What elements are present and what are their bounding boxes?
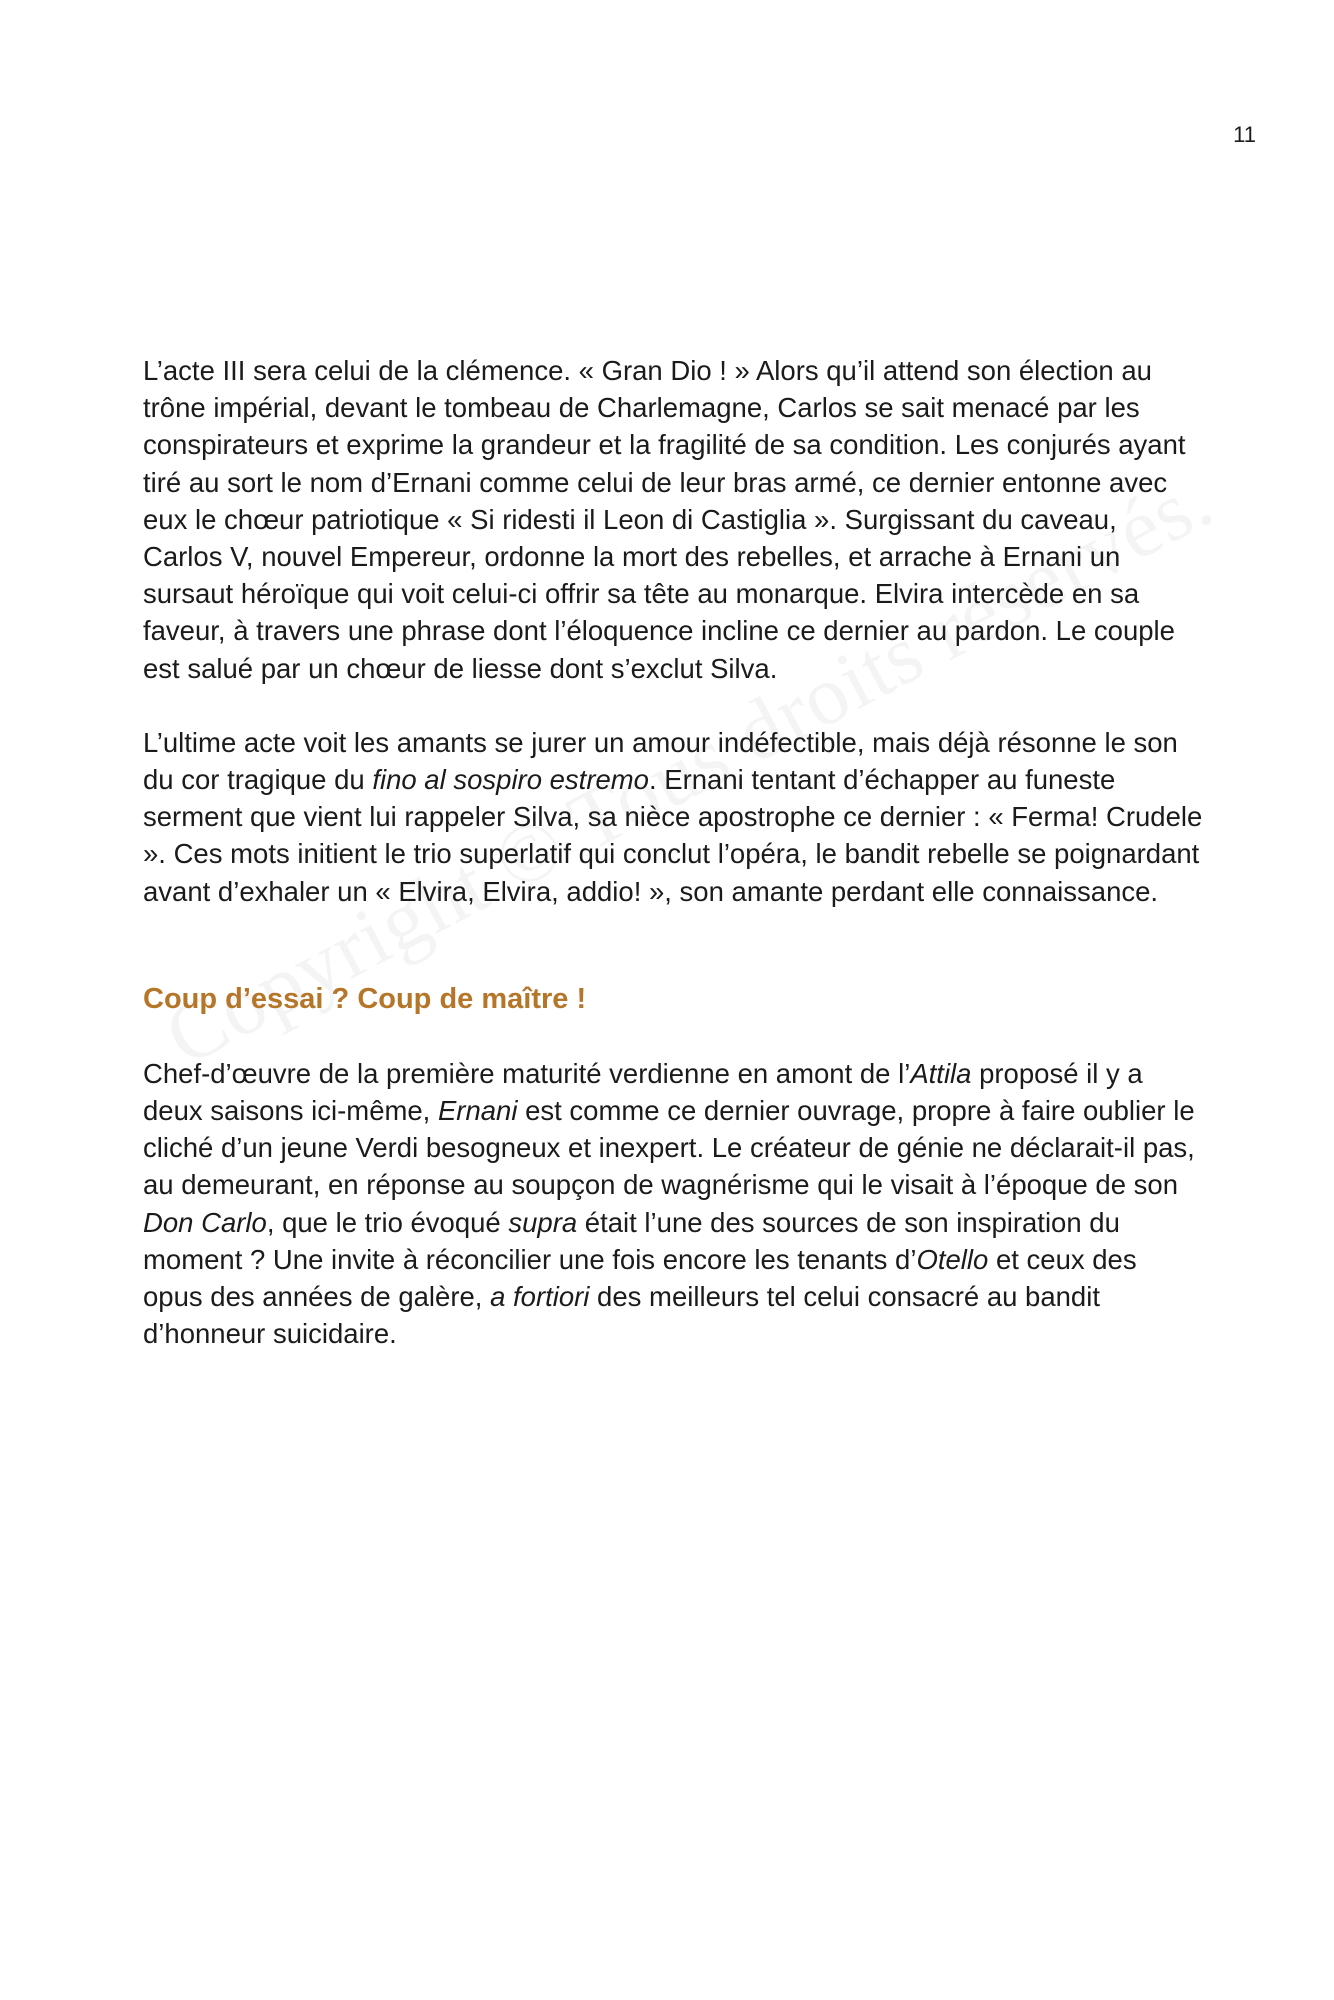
text-run: L’ultime acte voit les amants se jurer un amour indéfectible, mais déjà résonne le son du cor tragique du [143, 726, 1178, 796]
paragraph-act-3: L’acte III sera celui de la clémence. « Gran Dio ! » Alors qu’il attend son élection au trône impérial, devant le tombeau de Charlemagne, Carlos se sait menacé par les conspirateurs et exprime la grandeur et la fragilité de sa condition. Les conjurés ayant tiré au sort le nom d’Ernani comme celui de leur bras armé, ce dernier entonne avec eux le chœur patriotique « Si ridesti il Leon di Castiglia ». Surgissant du caveau, Carlos V, nouvel Empereur, ordonne la mort des rebelles, et arrache à Ernani un sursaut héroïque qui voit celui-ci offrir sa tête au monarque. Elvira intercède en sa faveur, à travers une phrase dont l’éloquence incline ce dernier au pardon. Le couple est salué par un chœur de liesse dont s’exclut Silva. [143, 355, 1186, 684]
text-run: des meilleurs tel celui consacré au bandit d’honneur suicidaire. [143, 1281, 1100, 1350]
italic-phrase: fino al sospiro estremo [372, 764, 649, 796]
text-run: est comme ce dernier ouvrage, propre à faire oublier le cliché d’un jeune Verdi besogneux et inexpert. Le créateur de génie ne déclarait-il pas, au demeurant, en réponse au soupçon de wagnérisme qui le visait à l’époque de son [143, 1095, 1195, 1201]
text-run: Chef-d’œuvre de la première maturité verdienne en amont de l’ [143, 1057, 911, 1089]
italic-title: Otello [916, 1243, 989, 1275]
text-run: et ceux des opus des années de galère, [143, 1243, 1137, 1313]
italic-title: Ernani [437, 1095, 518, 1127]
italic-term: a fortiori [490, 1281, 590, 1313]
section-heading: Coup d’essai ? Coup de maître ! [143, 982, 587, 1015]
text-run: était l’une des sources de son inspiration du moment ? Une invite à réconcilier une fois encore les tenants d’ [143, 1206, 1120, 1275]
text-run: proposé il y a deux saisons ici-même, [143, 1057, 1143, 1127]
text-run: , que le trio évoqué [266, 1206, 509, 1238]
text-run: . Ernani tentant d’échapper au funeste serment que vient lui rappeler Silva, sa nièce apostrophe ce dernier : « Ferma! Crudele ». Ces mots initient le trio superlatif qui conclut l’opéra, le bandit rebelle se poignardant avant d’exhaler un « Elvira, Elvira, addio! », son amante perdant elle connaissance. [143, 764, 1203, 907]
paragraph-masterpiece [143, 1055, 1203, 1353]
italic-term: supra [508, 1206, 578, 1238]
italic-title: Don Carlo [143, 1206, 267, 1238]
page-body [143, 352, 1203, 1352]
italic-title: Attila [910, 1057, 972, 1089]
page-number: 11 [1233, 122, 1256, 147]
paragraph-final-act [143, 724, 1203, 910]
